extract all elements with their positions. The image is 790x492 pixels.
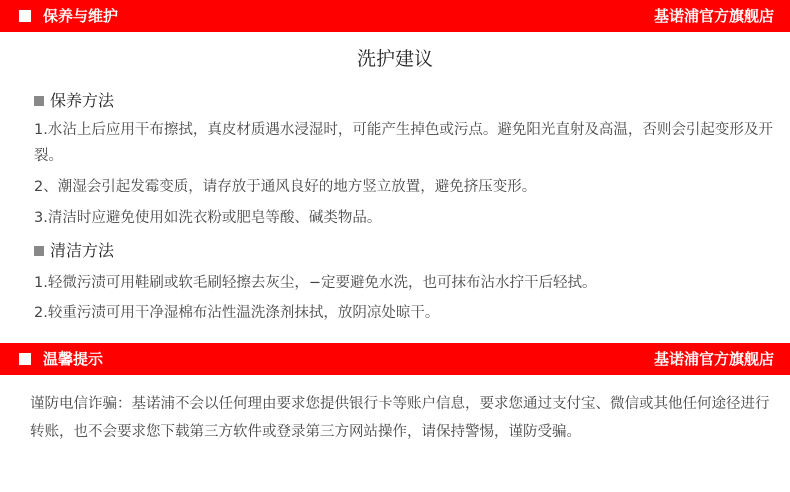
care-item-1: 1.水沾上后应用干布擦拭，真皮材质遇水浸湿时，可能产生掉色或污点。避免阳光直射及高温，否则会引起变形及开裂。 — [34, 122, 773, 164]
store-name: 基诺浦官方旗舰店 — [653, 7, 774, 25]
cleaning-item-2: 2.较重污渍可用干净湿棉布沾性温洗涤剂抹拭，放阴凉处晾干。 — [34, 305, 440, 321]
care-item-3: 3.清洁时应避免使用如洗衣粉或肥皂等酸、碱类物品。 — [34, 210, 382, 226]
square-bullet-icon — [19, 10, 31, 22]
section-title: 保养与维护 — [43, 7, 119, 25]
square-bullet-icon — [19, 353, 31, 365]
page-title: 洗护建议 — [356, 48, 433, 70]
section-title: 温馨提示 — [43, 350, 104, 368]
header-bar-notice — [0, 343, 790, 375]
gray-square-icon — [34, 96, 44, 106]
header-bar-maintenance — [0, 0, 790, 32]
care-item-2: 2、潮湿会引起发霉变质，请存放于通风良好的地方竖立放置，避免挤压变形。 — [34, 179, 537, 195]
subsection-label: 清洁方法 — [50, 241, 115, 260]
cleaning-item-1: 1.轻微污渍可用鞋刷或软毛刷轻擦去灰尘，−定要避免水洗，也可抹布沾水拧干后轻拭。 — [34, 275, 597, 291]
fraud-warning-text: 谨防电信诈骗：基诺浦不会以任何理由要求您提供银行卡等账户信息，要求您通过支付宝、微信或其他任何途径进行转账，也不会要求您下载第三方软件或登录第三方网站操作，请保持警惕，谨防受骗。 — [30, 396, 770, 440]
gray-square-icon — [34, 246, 44, 256]
subsection-label: 保养方法 — [50, 91, 115, 110]
store-name: 基诺浦官方旗舰店 — [653, 350, 774, 368]
